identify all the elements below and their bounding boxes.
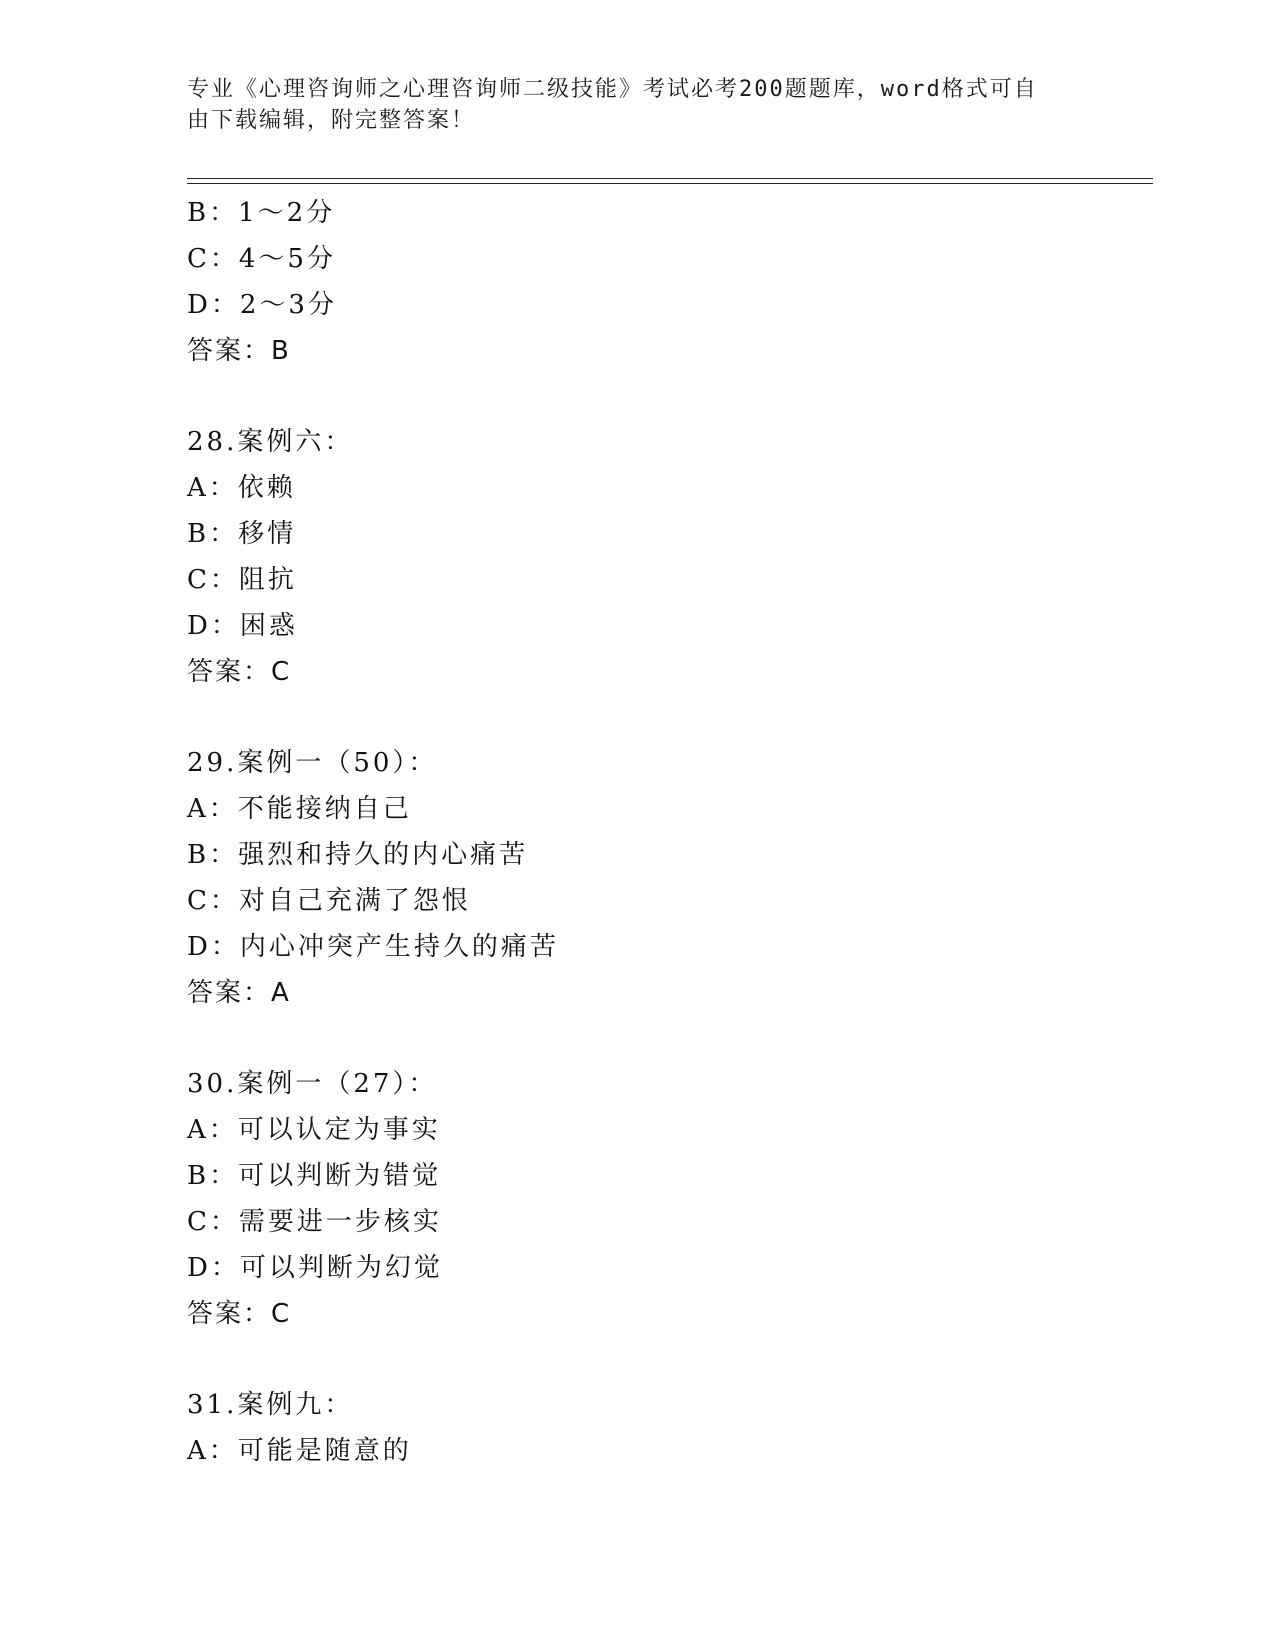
- option-a: A：不能接纳自己: [187, 794, 412, 824]
- header-line-2: 由下载编辑，附完整答案！: [187, 108, 476, 133]
- answer-line: [187, 328, 1147, 374]
- option-a: A：可能是随意的: [187, 1436, 412, 1466]
- question-list: [187, 190, 1147, 1474]
- question-title: 31.案例九：: [187, 1390, 354, 1420]
- answer-line: [187, 1291, 1147, 1337]
- option-a: A：依赖: [187, 473, 296, 503]
- question-block-28: [187, 419, 1147, 695]
- question-block-30: [187, 1061, 1147, 1337]
- option-b: B：强烈和持久的内心痛苦: [187, 840, 529, 870]
- question-block-27: [187, 190, 1147, 374]
- answer-line: [187, 649, 1147, 695]
- option-b: B：1～2分: [187, 198, 336, 228]
- question-title: 28.案例六：: [187, 427, 354, 457]
- question-title: 30.案例一（27）：: [187, 1069, 438, 1099]
- answer-label: 答案：: [187, 1299, 272, 1329]
- question-block-29: [187, 740, 1147, 1016]
- answer-value: C: [271, 1299, 291, 1329]
- header-divider-bottom: [187, 183, 1153, 184]
- option-b: B：可以判断为错觉: [187, 1161, 442, 1191]
- answer-line: [187, 970, 1147, 1016]
- answer-value: A: [271, 978, 290, 1008]
- option-d: D：2～3分: [187, 290, 337, 320]
- option-d: D：困惑: [187, 611, 298, 641]
- answer-label: 答案：: [187, 978, 272, 1008]
- option-a: A：可以认定为事实: [187, 1115, 441, 1145]
- option-c: C：对自己充满了怨恨: [187, 886, 471, 916]
- question-block-31: [187, 1382, 1147, 1474]
- option-d: D：可以判断为幻觉: [187, 1253, 443, 1283]
- document-header: [187, 74, 1067, 136]
- option-c: C：需要进一步核实: [187, 1207, 442, 1237]
- answer-value: B: [271, 336, 290, 366]
- header-divider-top: [187, 178, 1153, 179]
- answer-value: C: [271, 657, 291, 687]
- header-line-1: 专业《心理咨询师之心理咨询师二级技能》考试必考200题题库，word格式可自: [187, 77, 1038, 102]
- option-d: D：内心冲突产生持久的痛苦: [187, 932, 559, 962]
- answer-label: 答案：: [187, 336, 272, 366]
- option-c: C：4～5分: [187, 244, 336, 274]
- option-c: C：阻抗: [187, 565, 297, 595]
- answer-label: 答案：: [187, 657, 272, 687]
- option-b: B：移情: [187, 519, 297, 549]
- question-title: 29.案例一（50）：: [187, 748, 438, 778]
